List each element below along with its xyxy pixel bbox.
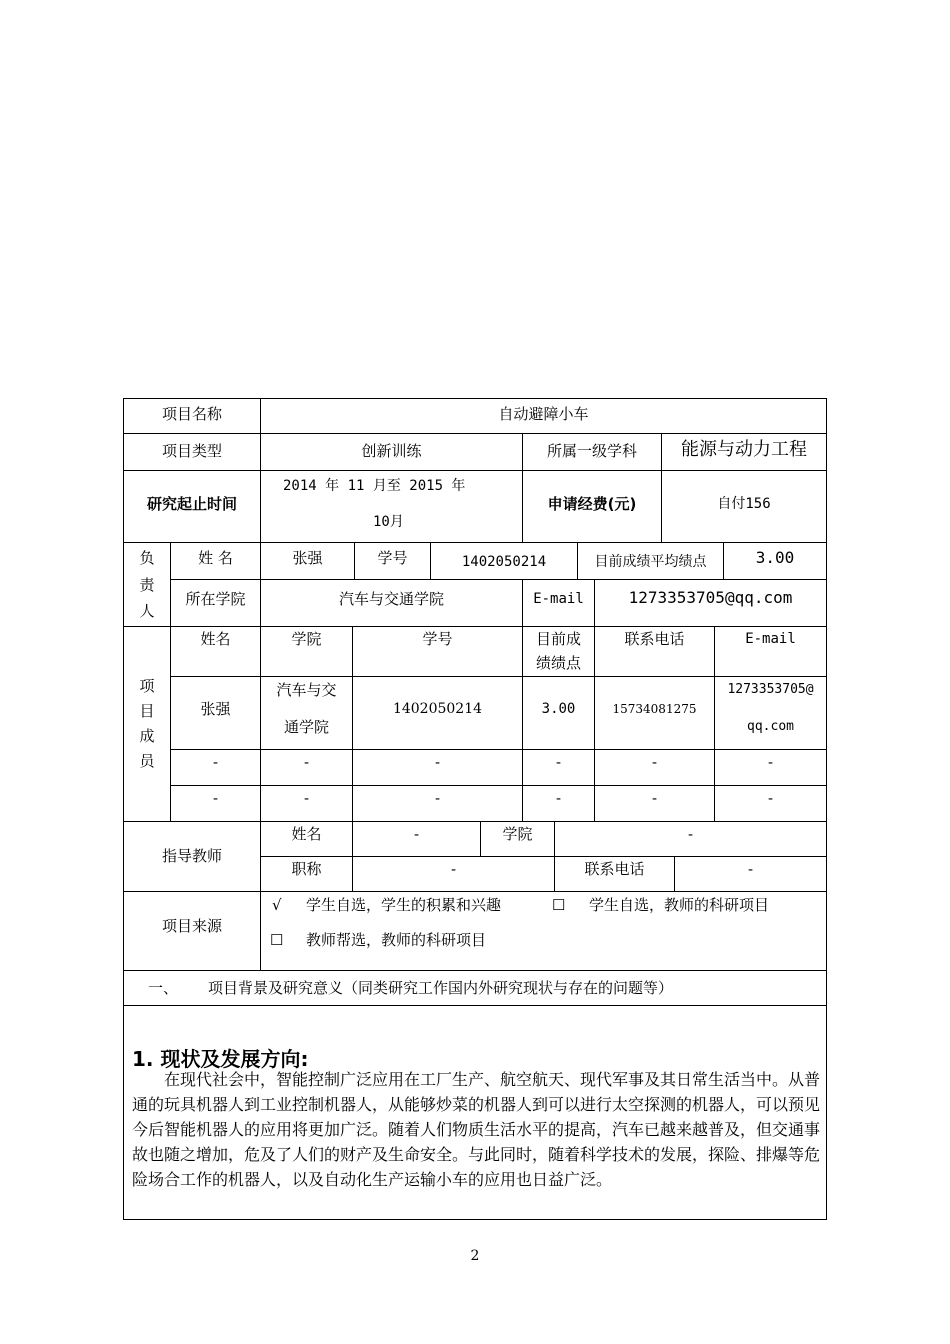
checkmark-icon: √ — [272, 896, 282, 914]
members-header-phone: 联系电话 — [624, 630, 685, 648]
heading-text: 现状及发展方向: — [160, 1047, 309, 1071]
members-header-email: E-mail — [745, 631, 796, 647]
leader-college-value: 汽车与交通学院 — [338, 590, 444, 608]
advisor-phone-label: 联系电话 — [584, 860, 645, 878]
leader-id-label: 学号 — [377, 549, 408, 567]
members-header-id: 学号 — [422, 630, 453, 648]
discipline-value: 能源与动力工程 — [681, 439, 807, 460]
member-id: 1402050214 — [392, 701, 483, 717]
advisor-college-value: - — [687, 825, 694, 843]
funding-value: 自付156 — [717, 496, 771, 512]
project-type-value: 创新训练 — [361, 442, 422, 460]
leader-label-char: 责 — [139, 576, 155, 594]
period-label: 研究起止时间 — [146, 495, 237, 513]
member-id: - — [434, 753, 441, 771]
member-college: 汽车与交 — [276, 681, 337, 699]
source-option-2: 学生自选，教师的科研项目 — [589, 896, 770, 914]
content-paragraph: 在现代社会中，智能控制广泛应用在工厂生产、航空航天、现代军事及其日常生活当中。从普通的玩具机器人到工业控制机器人，从能够炒菜的机器人到可以进行太空探测的机器人，可以预见今后智能机器人的应用将更加广泛。随着人们物质生活水平的提高，汽车已越来越普及，但交通事故也随之增加，危及了人们的财产及生命安全。与此同时，随着科学技术的发展，探险、排爆等危险场合工作的机器人，以及自动化生产运输小车的应用也日益广泛。 — [132, 1070, 821, 1189]
members-label-char: 员 — [139, 752, 155, 770]
advisor-label: 指导教师 — [161, 847, 222, 865]
source-option-1: 学生自选，学生的积累和兴趣 — [306, 896, 502, 914]
member-email: qq.com — [747, 719, 794, 734]
members-header-name: 姓名 — [200, 630, 231, 648]
discipline-label: 所属一级学科 — [546, 442, 637, 460]
leader-label-char: 负 — [139, 549, 155, 567]
project-name-label: 项目名称 — [161, 405, 222, 423]
project-type-label: 项目类型 — [161, 442, 222, 460]
advisor-title-label: 职称 — [291, 860, 322, 878]
leader-gpa-label: 目前成绩平均绩点 — [594, 554, 707, 570]
members-label-char: 成 — [139, 727, 155, 745]
leader-gpa-value: 3.00 — [755, 548, 795, 567]
checkbox-icon: ☐ — [270, 931, 284, 949]
section-number: 一、 — [148, 979, 179, 997]
source-option-3: 教师帮选，教师的科研项目 — [306, 931, 487, 949]
advisor-college-label: 学院 — [502, 825, 533, 843]
member-name: 张强 — [200, 700, 231, 718]
members-label-char: 项 — [139, 677, 155, 695]
leader-label-char: 人 — [139, 602, 155, 620]
funding-label: 申请经费(元) — [547, 495, 637, 513]
member-phone: 15734081275 — [612, 702, 697, 716]
member-gpa: 3.00 — [541, 701, 576, 717]
project-name-value: 自动避障小车 — [498, 405, 589, 423]
leader-name-label: 姓 名 — [198, 549, 233, 567]
member-college: - — [303, 753, 310, 771]
member-name: - — [212, 789, 219, 807]
members-header-gpa: 绩绩点 — [535, 654, 581, 672]
member-name: - — [212, 753, 219, 771]
members-header-college: 学院 — [291, 630, 322, 648]
leader-id-value: 1402050214 — [461, 554, 547, 570]
advisor-title-value: - — [450, 860, 457, 878]
member-phone: - — [651, 753, 658, 771]
advisor-name-label: 姓名 — [291, 825, 322, 843]
member-id: - — [434, 789, 441, 807]
member-gpa: - — [555, 789, 562, 807]
leader-college-label: 所在学院 — [185, 590, 246, 608]
member-phone: - — [651, 789, 658, 807]
member-college: - — [303, 789, 310, 807]
heading-number: 1. — [132, 1047, 154, 1071]
source-label: 项目来源 — [161, 917, 222, 935]
cell — [123, 626, 171, 822]
leader-name-value: 张强 — [292, 549, 323, 567]
member-college: 通学院 — [283, 718, 329, 736]
member-email: - — [767, 753, 774, 771]
member-email: 1273353705@ — [727, 682, 814, 697]
advisor-phone-value: - — [747, 860, 754, 878]
section-title: 项目背景及研究意义（同类研究工作国内外研究现状与存在的问题等） — [208, 979, 674, 997]
period-line1: 2014 年 11 月至 2015 年 — [283, 478, 466, 494]
member-gpa: - — [555, 753, 562, 771]
checkbox-icon: ☐ — [552, 896, 566, 914]
members-label-char: 目 — [139, 702, 155, 720]
period-line2: 10月 — [373, 514, 404, 530]
advisor-name-value: - — [413, 825, 420, 843]
page-number: 2 — [470, 1248, 480, 1264]
members-header-gpa: 目前成 — [535, 630, 581, 648]
leader-email-value: 1273353705@qq.com — [628, 588, 793, 607]
member-email: - — [767, 789, 774, 807]
leader-email-label: E-mail — [533, 591, 584, 607]
